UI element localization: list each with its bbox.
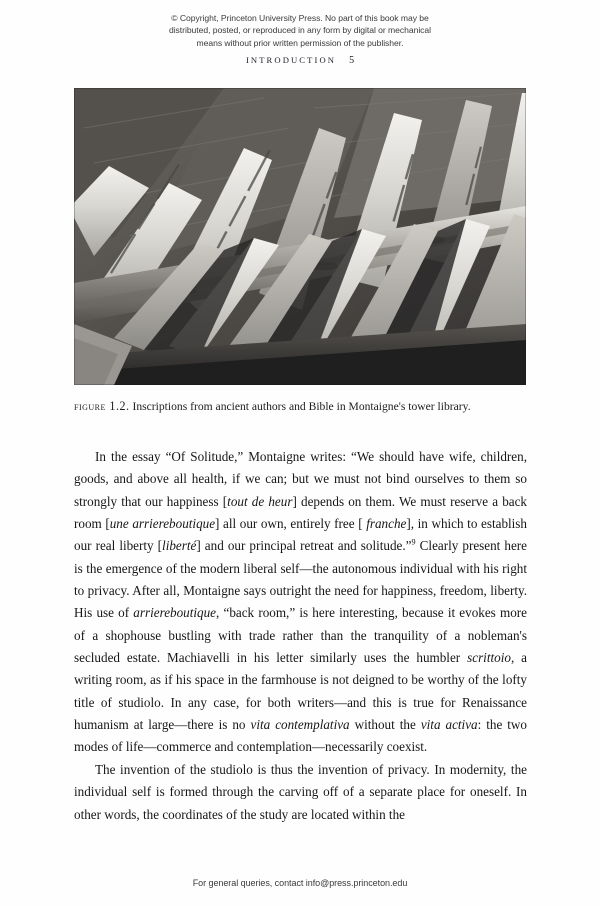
text-run: , “back room,” is here interesting, because it evokes more of a shophouse bustling with trade rather than the tranquility of a nobleman's secluded estate. Machiavelli in his letter similarly uses the humbler — [74, 605, 527, 666]
page-number: 5 — [349, 55, 355, 66]
italic-term: tout de heur — [227, 493, 293, 509]
figure-1-2 — [74, 88, 526, 385]
text-run: ] all our own, entirely free [ — [215, 516, 367, 532]
figure-caption-label: figure 1.2. — [74, 399, 130, 413]
montaigne-tower-library-ceiling-photo — [74, 88, 526, 385]
italic-term: arriereboutique — [133, 605, 217, 621]
text-run: without the — [349, 717, 421, 733]
italic-term: vita contemplativa — [250, 717, 350, 733]
footer-queries: For general queries, contact info@press.princeton.edu — [192, 878, 408, 888]
text-run: : the two modes of life—commerce and contemplation—necessarily coexist. — [74, 717, 527, 755]
text-run: In the essay “Of Solitude,” Montaigne writes: “We should have wife, children, goods, and above all health, if we can; but we must not bind ourselves to them so strongly that our happiness [ — [74, 449, 527, 509]
copyright-line-1: © Copyright, Princeton University Press. No part of this book may be — [171, 13, 429, 23]
copyright-line-2: distributed, posted, or reproduced in any form by digital or mechanical — [168, 25, 432, 36]
italic-term: une arriereboutique — [109, 516, 216, 532]
photo-artwork — [74, 88, 526, 385]
text-run: , a writing room, as if his space in the farmhouse is not deigned to be worthy of the lofty title of studiolo. In any case, for both writers—and this is true for Renaissance humanism at large—there is no — [74, 650, 527, 733]
running-head — [0, 55, 600, 66]
italic-term: franche — [366, 516, 407, 532]
figure-caption-text: Inscriptions from ancient authors and Bible in Montaigne's tower library. — [132, 400, 471, 413]
figure-caption — [74, 398, 526, 415]
footnote-marker: 9 — [411, 538, 416, 547]
text-run: ] and our principal retreat and solitude.” — [196, 538, 412, 554]
italic-term: vita activa — [420, 717, 478, 733]
text-run: The invention of the studiolo is thus the invention of privacy. In modernity, the individual self is formed through the carving off of a separate place for oneself. In other words, the coordinates of the study are located within the — [74, 761, 527, 822]
copyright-notice — [0, 12, 600, 49]
copyright-line-3: means without prior written permission of the publisher. — [196, 37, 404, 48]
italic-term: liberté — [162, 538, 197, 554]
body-text — [74, 446, 527, 826]
running-head-title: INTRODUCTION — [245, 55, 337, 65]
paragraph — [74, 446, 527, 759]
italic-term: scrittoio — [467, 650, 511, 666]
text-run: ], in which to establish our real liberty [ — [74, 516, 527, 554]
text-run: ] depends on them. We must reserve a back room [ — [74, 493, 527, 532]
text-run: Clearly present here is the emergence of the modern liberal self—the autonomous individual with his right to privacy. After all, Montaigne says outright the need for happiness, freedom, liberty. His use of — [74, 538, 527, 621]
paragraph — [74, 759, 527, 826]
